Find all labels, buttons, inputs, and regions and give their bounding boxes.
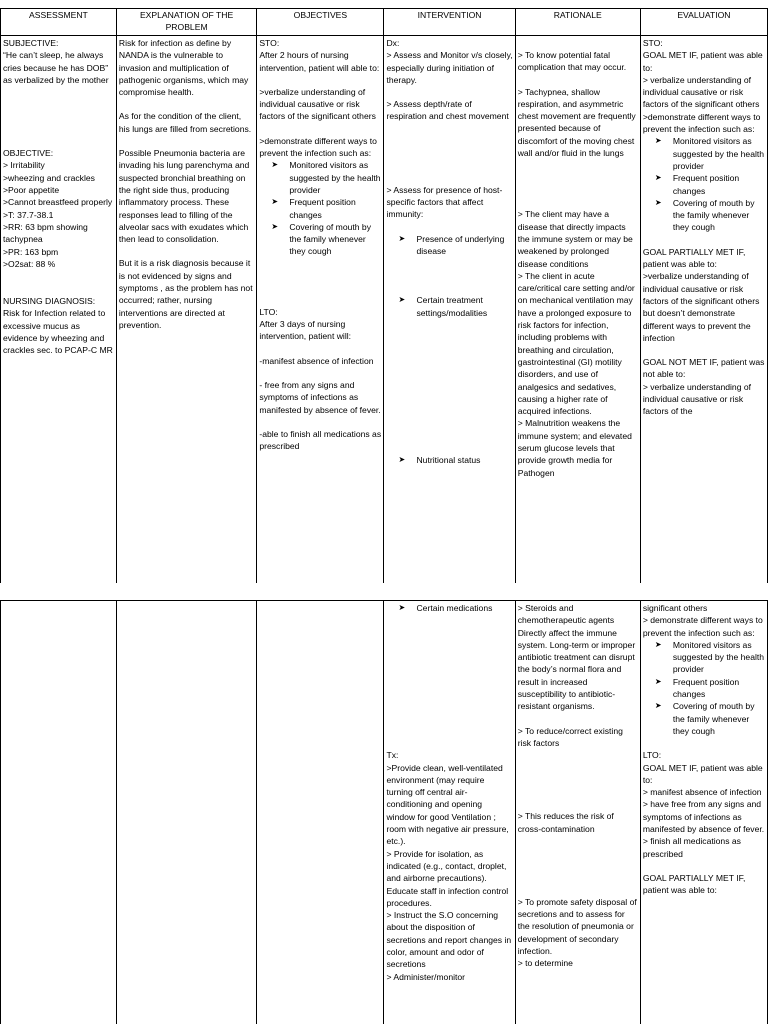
objectives-cell bbox=[257, 36, 384, 584]
explanation-paragraph: Possible Pneumonia bacteria are invading his lung parenchyma and suspected bronchial breathing on the right side thus, producing inflammatory process. These responses lead to filling of the alveolar sacs with exudates which then lead to consolidation. bbox=[118, 148, 250, 245]
rationale-item: > To promote safety disposal of secretions and to assess for the resolution of pneumonia or development of secondary infection. bbox=[517, 896, 637, 957]
list-item: ➤ Monitored visitors as suggested by the health provider bbox=[643, 639, 765, 676]
care-plan-table bbox=[0, 8, 768, 583]
sto-method-list bbox=[259, 159, 381, 257]
list-item: ➤ Certain treatment settings/modalities bbox=[386, 294, 512, 319]
objective-title: OBJECTIVE: bbox=[3, 148, 54, 159]
rationale-item: > Tachypnea, shallow respiration, and asymmetric chest movement are frequently presented because of discomfort of the moving chest wall and/or fluid in the lungs bbox=[517, 86, 636, 159]
evaluation-item: > verbalize understanding of individual causative or risk factors of the bbox=[642, 381, 752, 417]
lto-intro: After 3 days of nursing intervention, patient will: bbox=[259, 319, 352, 342]
objective-item: >T: 37.7-38.1 bbox=[3, 209, 54, 220]
rationale-item: > to determine bbox=[517, 958, 573, 969]
lto-objective: -manifest absence of infection bbox=[259, 355, 374, 366]
objective-item: > Irritability bbox=[3, 160, 45, 171]
sto-label: STO: bbox=[642, 38, 663, 48]
intervention-item: > Provide for isolation, as indicated (e.g., contact, droplet, and airborne precautions). Educate staff in infection control procedures. bbox=[386, 848, 509, 908]
list-item: ➤ Covering of mouth by the family whenever they cough bbox=[643, 197, 765, 234]
list-item: ➤ Monitored visitors as suggested by the health provider bbox=[643, 135, 765, 172]
evaluation-method-list bbox=[643, 135, 765, 233]
header-assessment: ASSESSMENT bbox=[1, 9, 117, 36]
host-factor-list-3 bbox=[386, 454, 512, 466]
lto-label: LTO: bbox=[259, 306, 278, 317]
intervention-item: > Instruct the S.O concerning about the disposition of secretions and report changes in color, amount and odor of secretions bbox=[386, 910, 512, 970]
explanation-paragraph: But it is a risk diagnosis because it is not evidenced by signs and symptoms , as the problem has not occurred; rather, nursing interventions are directed at prevention. bbox=[118, 258, 253, 330]
host-factor-list-2 bbox=[386, 294, 512, 319]
rationale-item: > To know potential fatal complication that may occur. bbox=[517, 50, 627, 73]
intervention-item: > Assess depth/rate of respiration and chest movement bbox=[386, 99, 509, 122]
content-row bbox=[1, 36, 768, 584]
goal-partially-met-intro: GOAL PARTIALLY MET IF, patient was able to: bbox=[642, 246, 746, 270]
assessment-cell bbox=[1, 36, 117, 584]
lto-objective: -able to finish all medications as prescribed bbox=[259, 428, 382, 452]
evaluation-item: > demonstrate different ways to prevent the infection such as: bbox=[642, 615, 763, 638]
objective-item: >wheezing and crackles bbox=[3, 172, 95, 183]
list-item: ➤ Monitored visitors as suggested by the health provider bbox=[259, 159, 381, 196]
header-objectives: OBJECTIVES bbox=[257, 9, 384, 36]
list-item: ➤ Certain medications bbox=[386, 602, 512, 614]
evaluation-item: significant others bbox=[642, 603, 708, 613]
header-rationale: RATIONALE bbox=[515, 9, 640, 36]
care-plan-page-1 bbox=[0, 8, 768, 583]
objective-item: >Poor appetite bbox=[3, 185, 60, 196]
list-item: ➤ Covering of mouth by the family whenever they cough bbox=[259, 221, 381, 258]
sto-objective: >demonstrate different ways to prevent the infection such as: bbox=[259, 135, 377, 159]
goal-not-met-intro: GOAL NOT MET IF, patient was not able to: bbox=[642, 357, 765, 380]
sto-objective: >verbalize understanding of individual causative or risk factors of the significant others bbox=[259, 86, 376, 122]
objective-item: >PR: 163 bpm bbox=[3, 246, 59, 257]
rationale-item: > The client in acute care/critical care setting and/or on mechanical ventilation may have a prolonged exposure to risk factors for infection, including problems with breathing and circulation, gastrointestinal (GI) motility disorders, and use of analgesics and sedatives, causing a higher rate of acquired infections. bbox=[517, 270, 635, 417]
rationale-item: > The client may have a disease that directly impacts the immune system or may be weakened by prolonged disease conditions bbox=[517, 209, 633, 269]
evaluation-method-list bbox=[643, 639, 765, 737]
rationale-cell bbox=[515, 36, 640, 584]
goal-met-intro: GOAL MET IF, patient was able to: bbox=[642, 50, 763, 73]
objective-item: >Cannot breastfeed properly bbox=[3, 197, 113, 208]
host-factor-list-4 bbox=[386, 602, 512, 614]
goal-met-intro: GOAL MET IF, patient was able to: bbox=[642, 762, 763, 785]
header-explanation: EXPLANATION OF THE PROBLEM bbox=[116, 9, 256, 36]
rationale-cell bbox=[515, 601, 640, 1024]
dx-label: Dx: bbox=[386, 38, 400, 48]
intervention-cell bbox=[384, 36, 515, 584]
content-row bbox=[1, 601, 768, 1024]
evaluation-item: > manifest absence of infection bbox=[642, 787, 762, 798]
list-item: ➤ Presence of underlying disease bbox=[386, 233, 512, 258]
evaluation-cell bbox=[640, 601, 767, 1024]
rationale-item: > Steroids and chemotherapeutic agents Directly affect the immune system. Long-term or improper antibiotic treatment can disrupt the body’s normal flora and result in increased susceptibility to antibiotic-resistant organisms. bbox=[517, 603, 636, 712]
explanation-paragraph: As for the condition of the client, his lungs are filled from secretions. bbox=[118, 111, 252, 134]
care-plan-table-continued bbox=[0, 600, 768, 1024]
intervention-item: > Administer/monitor bbox=[386, 971, 466, 982]
header-intervention: INTERVENTION bbox=[384, 9, 515, 36]
evaluation-cell bbox=[640, 36, 767, 584]
rationale-item: > To reduce/correct existing risk factors bbox=[517, 725, 623, 748]
explanation-paragraph: Risk for infection as define by NANDA is the vulnerable to invasion and multiplication of pathogenic organisms, which may compromise health. bbox=[118, 38, 249, 98]
lto-label: LTO: bbox=[642, 750, 662, 761]
objective-item: >O2sat: 88 % bbox=[3, 258, 56, 269]
explanation-cell bbox=[116, 36, 256, 584]
sto-intro: After 2 hours of nursing intervention, patient will able to: bbox=[259, 50, 380, 73]
list-item: ➤ Covering of mouth by the family whenever they cough bbox=[643, 700, 765, 737]
intervention-item: > Assess and Monitor v/s closely, especially during initiation of therapy. bbox=[386, 50, 513, 85]
subjective-quote: “He can’t sleep, he always cries because he has DOB” as verbalized by the mother bbox=[3, 50, 109, 85]
list-item: ➤ Nutritional status bbox=[386, 454, 512, 466]
list-item: ➤ Frequent position changes bbox=[643, 172, 765, 197]
care-plan-page-2 bbox=[0, 600, 768, 1024]
sto-label: STO: bbox=[259, 38, 280, 48]
list-item: ➤ Frequent position changes bbox=[643, 676, 765, 701]
header-row bbox=[1, 9, 768, 36]
evaluation-item: >verbalize understanding of individual causative or risk factors of the significant others but doesn’t demonstrate different ways to prevent the infection bbox=[642, 271, 760, 343]
intervention-item: > Assess for presence of host-specific factors that affect immunity: bbox=[386, 184, 503, 220]
evaluation-item: > finish all medications as prescribed bbox=[642, 836, 741, 859]
intervention-item: >Provide clean, well-ventilated environment (may require turning off central air-conditioning and opening window for good Ventilation ; room with negative air pressure, etc.). bbox=[386, 762, 509, 847]
explanation-cell bbox=[116, 601, 256, 1024]
host-factor-list bbox=[386, 233, 512, 258]
tx-label: Tx: bbox=[386, 750, 399, 761]
objective-item: >RR: 63 bpm showing tachypnea bbox=[3, 221, 88, 245]
list-item: ➤ Frequent position changes bbox=[259, 196, 381, 221]
rationale-item: > This reduces the risk of cross-contamination bbox=[517, 811, 614, 834]
lto-objective: - free from any signs and symptoms of infections as manifested by absence of fever. bbox=[259, 379, 381, 415]
assessment-cell bbox=[1, 601, 117, 1024]
subjective-title: SUBJECTIVE: bbox=[3, 38, 59, 48]
evaluation-item: > have free from any signs and symptoms of infections as manifested by absence of fever. bbox=[642, 799, 765, 835]
rationale-item: > Malnutrition weakens the immune system; and elevated serum glucose levels that provide growth media for Pathogen bbox=[517, 418, 632, 478]
evaluation-item: > verbalize understanding of individual causative or risk factors of the significant others bbox=[642, 74, 760, 110]
diagnosis-title: NURSING DIAGNOSIS: bbox=[3, 296, 96, 307]
goal-partially-met-intro: GOAL PARTIALLY MET IF, patient was able to: bbox=[642, 872, 746, 896]
evaluation-item: >demonstrate different ways to prevent the infection such as: bbox=[642, 111, 761, 135]
intervention-cell bbox=[384, 601, 515, 1024]
objectives-cell bbox=[257, 601, 384, 1024]
diagnosis-text: Risk for Infection related to excessive mucus as evidence by wheezing and crackles sec. to PCAP-C MR bbox=[3, 308, 113, 356]
header-evaluation: EVALUATION bbox=[640, 9, 767, 36]
